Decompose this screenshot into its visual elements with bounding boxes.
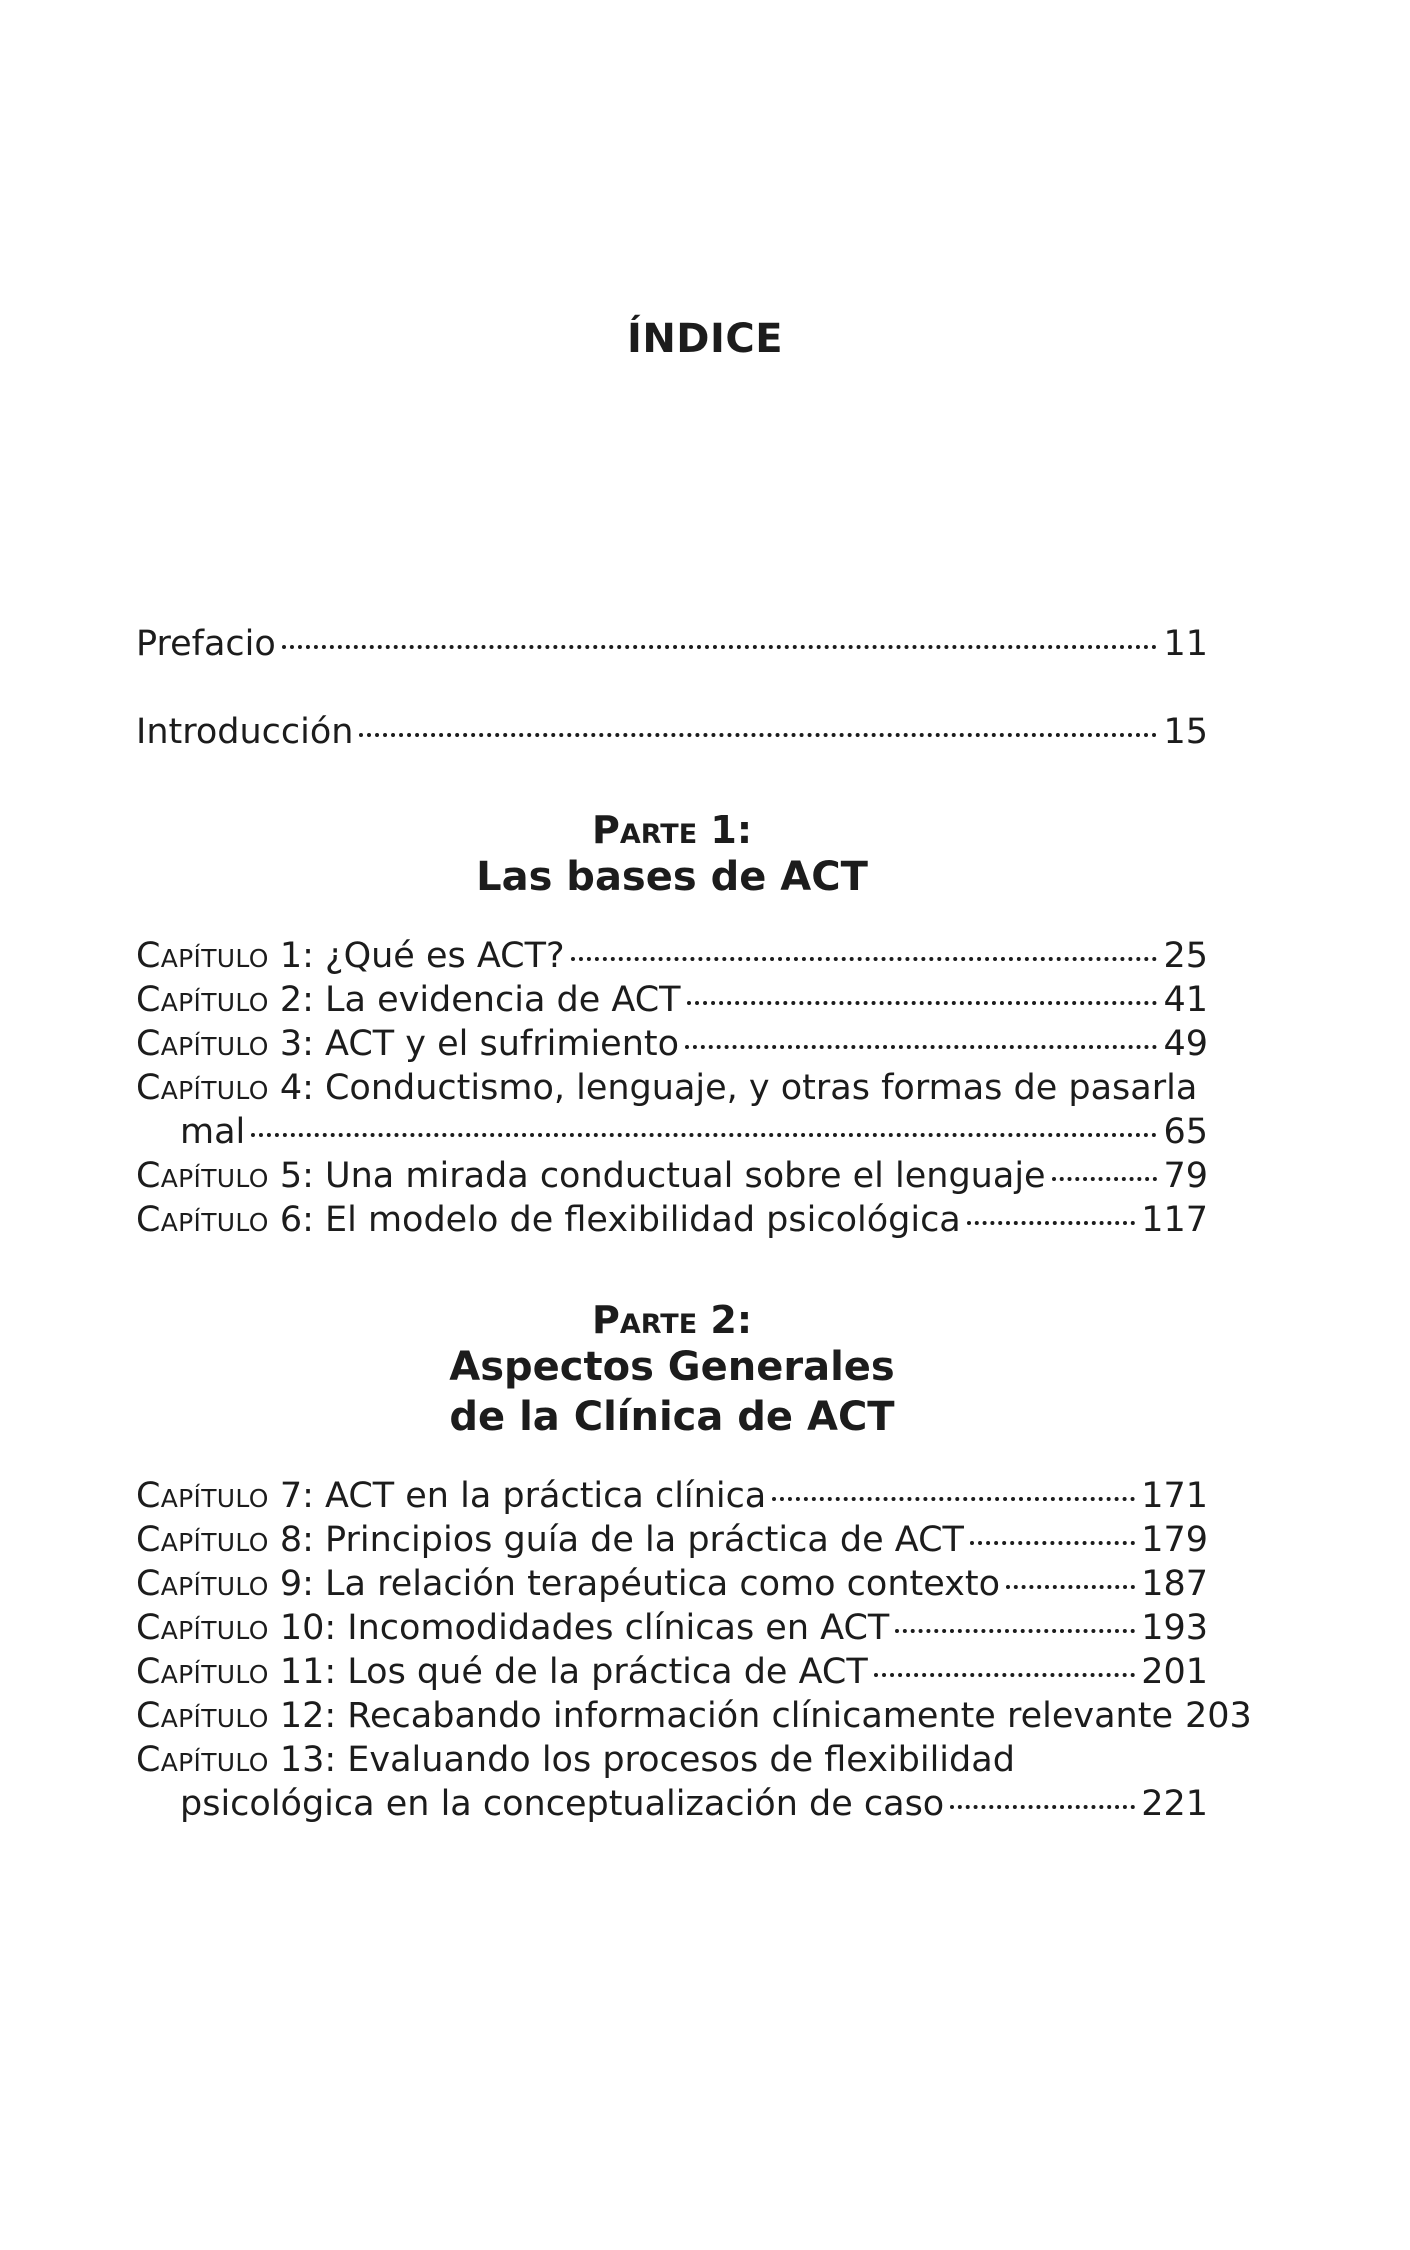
entry-title: 5: Una mirada conductual sobre el lenguaje xyxy=(268,1156,1046,1196)
page-number: 203 xyxy=(1184,1696,1252,1736)
toc-entry-chapter-4[interactable] xyxy=(136,1066,1208,1110)
dot-leader xyxy=(1006,1581,1135,1589)
chapter-prefix: Capítulo xyxy=(136,1068,269,1108)
entry-title: 3: ACT y el sufrimiento xyxy=(268,1024,680,1064)
page-number: 179 xyxy=(1141,1520,1208,1560)
dot-leader xyxy=(874,1669,1135,1677)
page-number: 171 xyxy=(1141,1476,1208,1516)
toc-entry-chapter-10[interactable] xyxy=(136,1606,1208,1650)
page-number: 49 xyxy=(1163,1024,1208,1064)
part-title-line-1: Aspectos Generales xyxy=(449,1344,895,1390)
dot-leader xyxy=(359,729,1157,737)
page-number: 221 xyxy=(1141,1784,1208,1824)
chapter-prefix: Capítulo xyxy=(136,980,269,1020)
page-number: 25 xyxy=(1163,936,1208,976)
toc-entry-chapter-6[interactable] xyxy=(136,1198,1208,1242)
dot-leader xyxy=(970,1537,1135,1545)
dot-leader xyxy=(895,1625,1135,1633)
dot-leader xyxy=(1052,1173,1158,1181)
entry-title: 6: El modelo de flexibilidad psicológica xyxy=(268,1200,961,1240)
entry-title: 7: ACT en la práctica clínica xyxy=(268,1476,767,1516)
toc-entry-chapter-9[interactable] xyxy=(136,1562,1208,1606)
page-number: 79 xyxy=(1163,1156,1208,1196)
dot-leader xyxy=(282,641,1158,649)
entry-title: 9: La relación terapéutica como contexto xyxy=(268,1564,1000,1604)
toc-entry-chapter-13[interactable] xyxy=(136,1738,1208,1782)
page-number: 15 xyxy=(1163,712,1208,752)
part-label: Parte 1: xyxy=(591,808,753,852)
entry-title-continuation: mal xyxy=(180,1112,246,1152)
entry-title: 13: Evaluando los procesos de flexibilidad xyxy=(268,1740,1015,1780)
chapter-prefix: Capítulo xyxy=(136,1652,269,1692)
page-number: 11 xyxy=(1163,624,1208,664)
toc-entry-chapter-12[interactable] xyxy=(136,1694,1252,1738)
page-number: 65 xyxy=(1163,1112,1208,1152)
chapter-prefix: Capítulo xyxy=(136,1024,269,1064)
entry-title: 8: Principios guía de la práctica de ACT xyxy=(268,1520,964,1560)
chapter-prefix: Capítulo xyxy=(136,1696,269,1736)
toc-entry-chapter-1[interactable] xyxy=(136,934,1208,978)
part-label: Parte 2: xyxy=(591,1298,753,1342)
toc-entry-introduccion[interactable] xyxy=(136,710,1208,754)
toc-entry-chapter-5[interactable] xyxy=(136,1154,1208,1198)
chapter-prefix: Capítulo xyxy=(136,1740,269,1780)
chapter-prefix: Capítulo xyxy=(136,936,269,976)
entry-title: 10: Incomodidades clínicas en ACT xyxy=(268,1608,890,1648)
entry-title: Prefacio xyxy=(136,624,276,664)
chapter-prefix: Capítulo xyxy=(136,1520,269,1560)
page-number: 117 xyxy=(1141,1200,1208,1240)
toc-entry-chapter-4-continued[interactable] xyxy=(180,1110,1208,1154)
entry-title: 2: La evidencia de ACT xyxy=(268,980,681,1020)
chapter-prefix: Capítulo xyxy=(136,1564,269,1604)
dot-leader xyxy=(772,1493,1135,1501)
page-number: 187 xyxy=(1141,1564,1208,1604)
part-title: Las bases de ACT xyxy=(476,854,868,900)
chapter-prefix: Capítulo xyxy=(136,1476,269,1516)
page-number: 201 xyxy=(1141,1652,1208,1692)
entry-title: 1: ¿Qué es ACT? xyxy=(268,936,565,976)
toc-entry-chapter-8[interactable] xyxy=(136,1518,1208,1562)
page-title: ÍNDICE xyxy=(626,316,784,362)
chapter-prefix: Capítulo xyxy=(136,1200,269,1240)
toc-entry-chapter-7[interactable] xyxy=(136,1474,1208,1518)
dot-leader xyxy=(967,1217,1135,1225)
toc-entry-chapter-13-continued[interactable] xyxy=(180,1782,1208,1826)
part-1-heading xyxy=(136,808,1208,902)
entry-title: 12: Recabando información clínicamente relevante xyxy=(268,1696,1173,1736)
chapter-prefix: Capítulo xyxy=(136,1608,269,1648)
part-title-line-2: de la Clínica de ACT xyxy=(449,1394,895,1440)
dot-leader xyxy=(685,1041,1157,1049)
toc-entry-chapter-2[interactable] xyxy=(136,978,1208,1022)
toc-entry-chapter-11[interactable] xyxy=(136,1650,1208,1694)
dot-leader xyxy=(571,953,1158,961)
toc-entry-prefacio[interactable] xyxy=(136,622,1208,666)
entry-title: 4: Conductismo, lenguaje, y otras formas de pasarla xyxy=(268,1068,1198,1108)
entry-title: 11: Los qué de la práctica de ACT xyxy=(268,1652,868,1692)
toc-entry-chapter-3[interactable] xyxy=(136,1022,1208,1066)
dot-leader xyxy=(687,997,1158,1005)
dot-leader xyxy=(950,1801,1135,1809)
part-2-heading xyxy=(136,1298,1208,1442)
entry-title: Introducción xyxy=(136,712,354,752)
entry-title-continuation: psicológica en la conceptualización de caso xyxy=(180,1784,945,1824)
dot-leader xyxy=(251,1129,1157,1137)
chapter-prefix: Capítulo xyxy=(136,1156,269,1196)
page-number: 41 xyxy=(1163,980,1208,1020)
page-number: 193 xyxy=(1141,1608,1208,1648)
